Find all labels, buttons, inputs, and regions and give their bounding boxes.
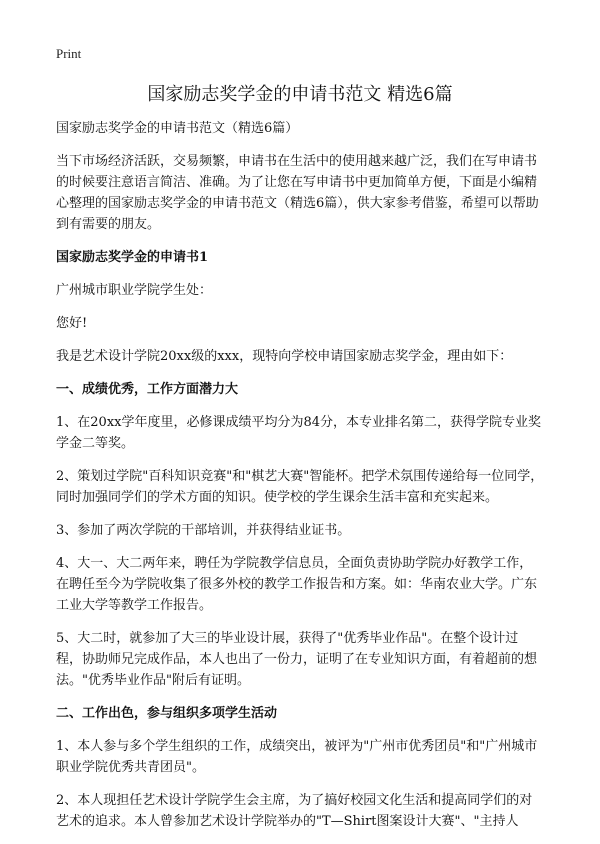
document-title: 国家励志奖学金的申请书范文 精选6篇 xyxy=(147,84,453,105)
opening-paragraph: 我是艺术设计学院20xx级的xxx，现特向学校申请国家励志奖学金，理由如下： xyxy=(56,349,513,364)
document-body xyxy=(56,118,544,844)
paragraph-item-7: 2、本人现担任艺术设计学院学生会主席，为了搞好校园文化生活和提高同学们的对艺术的追求。本人曾参加艺术设计学院举办的"T—Shirt图案设计大赛"、"主持人 xyxy=(56,793,533,829)
greeting-line: 您好! xyxy=(56,316,88,331)
paragraph-item-3: 3、参加了两次学院的干部培训，并获得结业证书。 xyxy=(56,523,351,538)
intro-paragraph: 当下市场经济活跃，交易频繁，申请书在生活中的使用越来越广泛，我们在写申请书的时候要注意语言简洁、准确。为了让您在写申请书中更加简单方便，下面是小编精心整理的国家励志奖学金的申请书范文（精选6篇），供大家参考借鉴，希望可以帮助到有需要的朋友。 xyxy=(56,154,539,232)
paragraph-item-4: 4、大一、大二两年来，聘任为学院教学信息员，全面负责协助学院办好教学工作，在聘任至今为学院收集了很多外校的教学工作报告和方案。如：华南农业大学。广东工业大学等教学工作报告。 xyxy=(56,556,538,613)
section-heading: 国家励志奖学金的申请书1 xyxy=(56,250,209,265)
recipient-line: 广州城市职业学院学生处： xyxy=(56,283,213,298)
paragraph-item-5: 5、大二时，就参加了大三的毕业设计展，获得了"优秀毕业作品"。在整个设计过程，协助师兄完成作品，本人也出了一份力，证明了在专业知识方面，有着超前的想法。"优秀毕业作品"附后有证明。 xyxy=(56,631,538,688)
subheading-achievements: 一、成绩优秀，工作方面潜力大 xyxy=(56,382,239,397)
document-subtitle: 国家励志奖学金的申请书范文（精选6篇） xyxy=(56,121,299,136)
subheading-activities: 二、工作出色，参与组织多项学生活动 xyxy=(56,706,278,721)
paragraph-item-1: 1、在20xx学年度里，必修课成绩平均分为84分，本专业排名第二，获得学院专业奖学金二等奖。 xyxy=(56,415,542,451)
paragraph-item-2: 2、策划过学院"百科知识竞赛"和"棋艺大赛"智能杯。把学术氛围传递给每一位同学，同时加强同学们的学术方面的知识。使学校的学生课余生活丰富和充实起来。 xyxy=(56,469,544,505)
paragraph-item-6: 1、本人参与多个学生组织的工作，成绩突出，被评为"广州市优秀团员"和"广州城市职业学院优秀共青团员"。 xyxy=(56,739,538,775)
print-link[interactable]: Print xyxy=(56,46,82,61)
